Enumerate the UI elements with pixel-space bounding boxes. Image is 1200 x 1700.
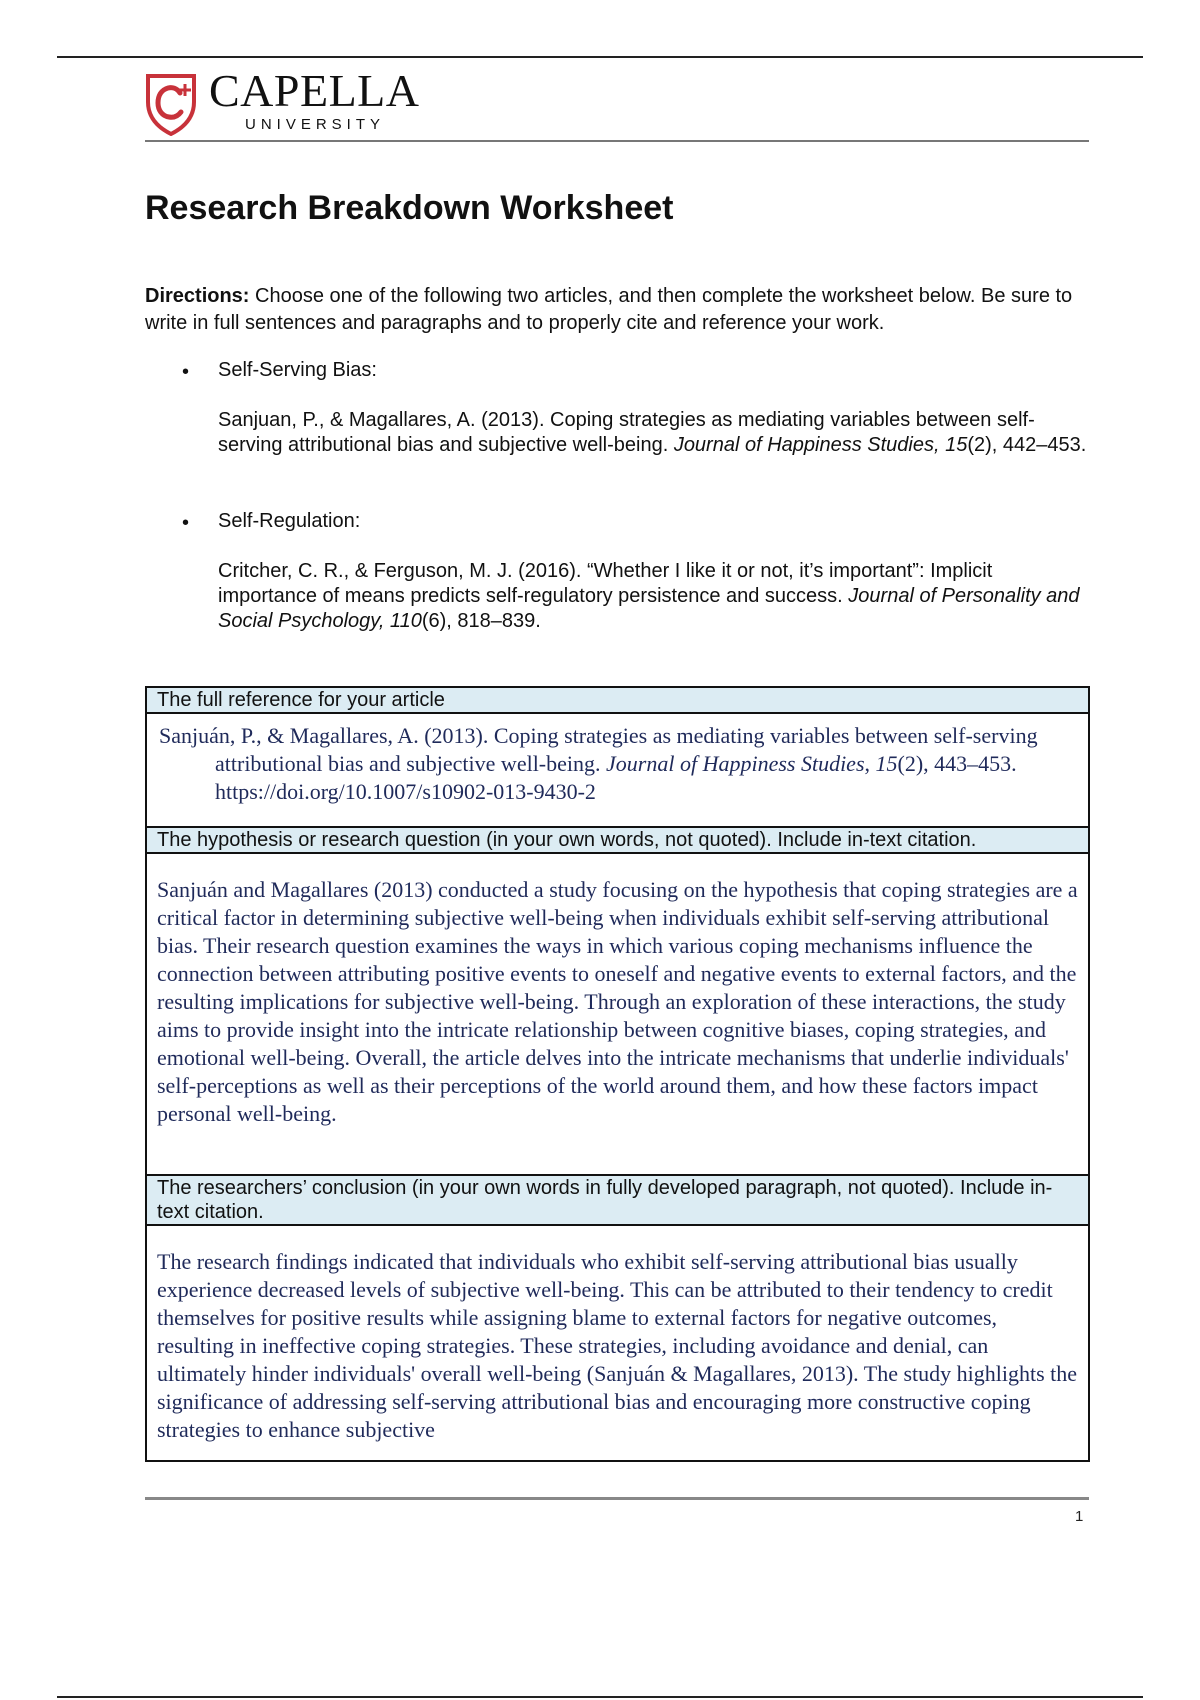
article-topic-2: Self-Regulation: — [218, 510, 361, 532]
hypothesis-header-cell — [146, 827, 1089, 853]
reference-header: The full reference for your article — [157, 689, 445, 711]
page-header — [145, 65, 1089, 142]
article-citation-1-journal: Journal of Happiness Studies, 15 — [673, 434, 968, 456]
article-citation-1-plain: Sanjuan, P., & Magallares, A. (2013). Coping strategies as mediating variables between self-serving attributional bias and subjective well-being. — [218, 409, 1035, 456]
bullet-dot-2: • — [182, 512, 190, 534]
university-subtitle: UNIVERSITY — [245, 116, 386, 133]
conclusion-text: The research findings indicated that individuals who exhibit self-serving attributional bias usually experience decreased levels of subjective well-being. This can be attributed to their tendency to credit themselves for positive results while assigning blame to external factors for negative outcomes, resulting in ineffective coping strategies. These strategies, including avoidance and denial, can ultimately hinder individuals' overall well-being (Sanjuán & Magallares, 2013). The study highlights the significance of addressing self-serving attributional bias and encouraging more constructive coping strategies to enhance subjective — [157, 1249, 1078, 1442]
page-title: Research Breakdown Worksheet — [145, 189, 674, 227]
bottom-rule — [57, 1696, 1143, 1698]
page-number: 1 — [1075, 1508, 1084, 1525]
reference-cell[interactable] — [146, 713, 1089, 827]
conclusion-header-cell — [146, 1175, 1089, 1225]
article-citation-1 — [218, 408, 1088, 458]
reference-volume: 15 — [875, 751, 898, 776]
university-name: CAPELLA — [209, 65, 420, 116]
reference-journal: Journal of Happiness Studies — [606, 751, 865, 776]
hypothesis-header: The hypothesis or research question (in your own words, not quoted). Include in-text citation. — [157, 829, 977, 851]
capella-shield-logo-icon — [145, 72, 197, 136]
article-citation-2-plain: Critcher, C. R., & Ferguson, M. J. (2016). “Whether I like it or not, it’s important”: Implicit importance of means predicts self-regulatory persistence and success. — [218, 560, 993, 607]
article-citation-1-tail: (2), 442–453. — [967, 434, 1087, 456]
conclusion-header: The researchers’ conclusion (in your own words in fully developed paragraph, not quoted). Include in-text citation. — [157, 1177, 1053, 1223]
top-rule — [57, 56, 1143, 58]
reference-plain: Sanjuán, P., & Magallares, A. (2013). Coping strategies as mediating variables between self-serving attributional bias and subjective well-being. — [159, 723, 1038, 776]
conclusion-cell[interactable] — [146, 1225, 1089, 1461]
article-citation-2-tail: (6), 818–839. — [421, 610, 541, 632]
reference-separator: , — [864, 751, 876, 776]
reference-tail: (2), 443–453. https://doi.org/10.1007/s10902-013-9430-2 — [215, 751, 1017, 804]
bullet-dot-1: • — [182, 361, 190, 383]
footer-rule — [145, 1497, 1089, 1500]
article-citation-2 — [218, 559, 1088, 634]
hypothesis-text: Sanjuán and Magallares (2013) conducted a study focusing on the hypothesis that coping strategies are a critical factor in determining subjective well-being when individuals exhibit self-serving attributional bias. Their research question examines the ways in which various coping mechanisms influence the connection between attributing positive events to oneself and negative events to external factors, and the resulting implications for subjective well-being. Through an exploration of these interactions, the study aims to provide insight into the intricate relationship between cognitive biases, coping strategies, and emotional well-being. Overall, the article delves into the intricate mechanisms that underlie individuals' self-perceptions as well as their perceptions of the world around them, and how these factors impact personal well-being. — [157, 877, 1078, 1126]
directions-label: Directions: — [145, 285, 250, 307]
article-topic-1: Self-Serving Bias: — [218, 359, 377, 381]
reference-header-cell — [146, 687, 1089, 713]
directions-paragraph — [145, 283, 1085, 337]
article-reference — [157, 722, 1078, 806]
conclusion-text-clip — [157, 1248, 1078, 1460]
hypothesis-cell[interactable] — [146, 853, 1089, 1175]
worksheet-table — [145, 686, 1090, 1462]
article-citation-2-journal: Journal of Personality and Social Psychology, 110 — [218, 585, 1080, 632]
directions-text: Choose one of the following two articles, and then complete the worksheet below. Be sure to write in full sentences and paragraphs and to properly cite and reference your work. — [145, 285, 1073, 334]
